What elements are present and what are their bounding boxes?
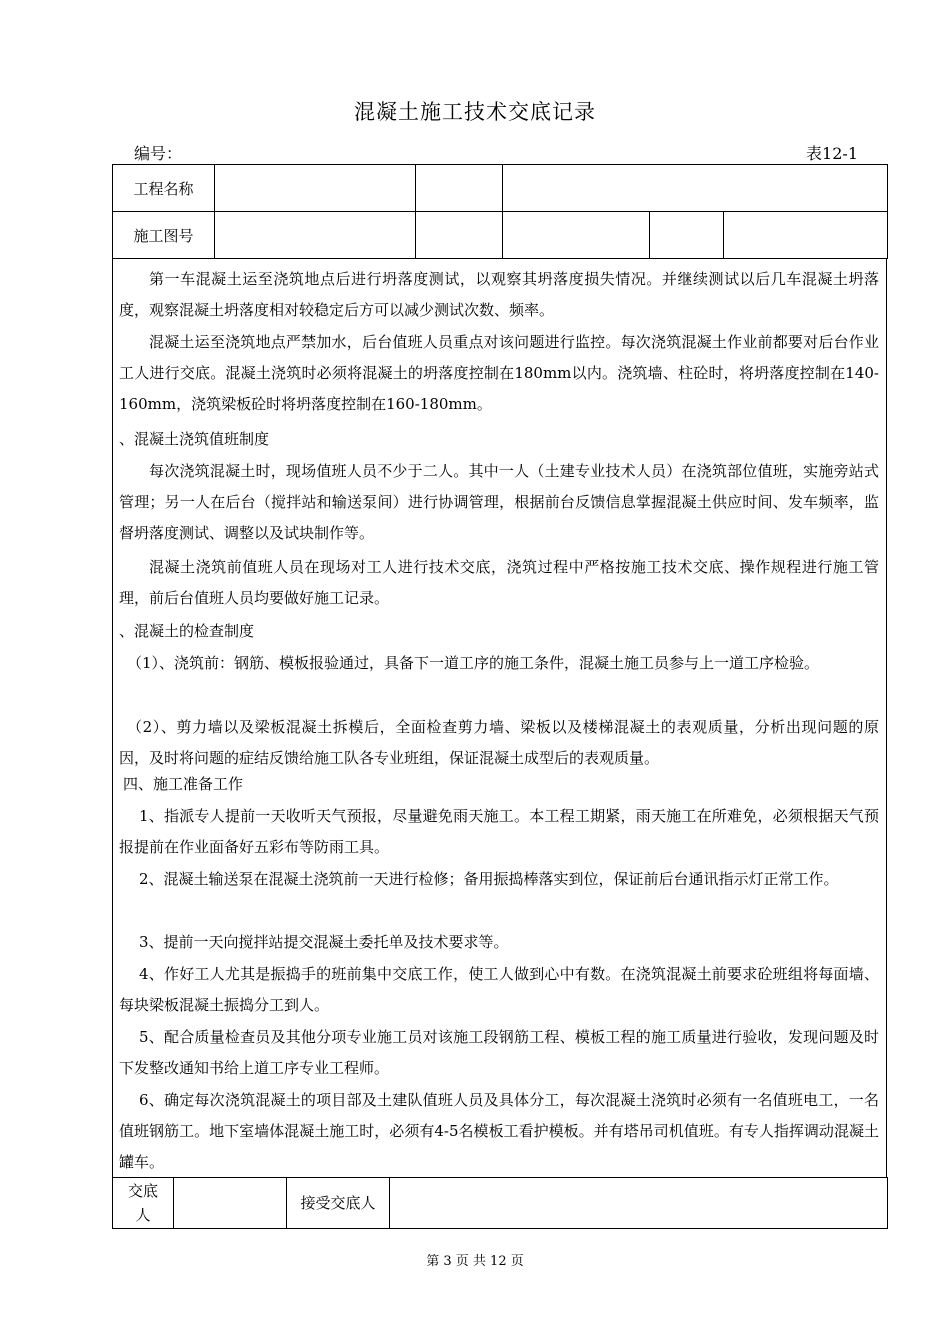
content-box: [112, 259, 887, 1178]
handover-person-label: [113, 1178, 174, 1229]
header-table: [112, 164, 888, 259]
drawing-number-extra-3[interactable]: [650, 212, 724, 259]
project-name-row: [113, 165, 888, 212]
drawing-number-row: [113, 212, 888, 259]
paragraph: 6、确定每次浇筑混凝土的项目部及土建队值班人员及具体分工，每次混凝土浇筑时必须有一名值班电工，一名值班钢筋工。地下室墙体混凝土施工时，必须有4-5名模板工看护模板。并有塔吊司机值班。有专人指挥调动混凝土罐车。: [119, 1091, 879, 1171]
paragraph: 2、混凝土输送泵在混凝土浇筑前一天进行检修；备用振捣棒落实到位，保证前后台通讯指示灯正常工作。: [139, 870, 839, 888]
paragraph: （2）、剪力墙以及梁板混凝土拆模后，全面检查剪力墙、梁板以及楼梯混凝土的表观质量，分析出现问题的原因，及时将问题的症结反馈给施工队各专业班组，保证混凝土成型后的表观质量。: [119, 718, 879, 767]
signature-table: [112, 1177, 888, 1229]
drawing-number-extra[interactable]: [416, 212, 503, 259]
drawing-number-extra-2[interactable]: [503, 212, 650, 259]
paragraph: （1）、浇筑前：钢筋、模板报验通过，具备下一道工序的施工条件，混凝土施工员参与上一道工序检验。: [127, 654, 820, 672]
paragraph: 混凝土浇筑前值班人员在现场对工人进行技术交底，浇筑过程中严格按施工技术交底、操作规程进行施工管理，前后台值班人员均要做好施工记录。: [119, 558, 879, 607]
drawing-number-extra-4[interactable]: [724, 212, 888, 259]
handover-person-value[interactable]: [174, 1178, 287, 1229]
section-heading: 、混凝土浇筑值班制度: [119, 430, 270, 448]
serial-number-label: 编号：: [134, 144, 183, 163]
project-name-extra[interactable]: [416, 165, 503, 212]
project-name-label: 工程名称: [113, 165, 215, 212]
drawing-number-label: 施工图号: [113, 212, 215, 259]
drawing-number-value[interactable]: [215, 212, 416, 259]
paragraph: 1、指派专人提前一天收听天气预报，尽量避免雨天施工。本工程工期紧，雨天施工在所难免，必须根据天气预报提前在作业面备好五彩布等防雨工具。: [119, 807, 879, 856]
receiver-label: 接受交底人: [287, 1178, 390, 1229]
page-number: 第 3 页 共 12 页: [426, 1254, 524, 1269]
section-heading: 四、施工准备工作: [123, 775, 244, 793]
paragraph: 每次浇筑混凝土时，现场值班人员不少于二人。其中一人（土建专业技术人员）在浇筑部位值班，实施旁站式管理；另一人在后台（搅拌站和输送泵间）进行协调管理，根据前台反馈信息掌握混凝土供应时间、发车频率，监督坍落度测试、调整以及试块制作等。: [119, 462, 879, 542]
paragraph: 第一车混凝土运至浇筑地点后进行坍落度测试，以观察其坍落度损失情况。并继续测试以后几车混凝土坍落度，观察混凝土坍落度相对较稳定后方可以减少测试次数、频率。: [119, 270, 879, 319]
paragraph: 4、作好工人尤其是振捣手的班前集中交底工作，使工人做到心中有数。在浇筑混凝土前要求砼班组将每面墙、每块梁板混凝土振捣分工到人。: [119, 965, 879, 1014]
project-name-extra-2[interactable]: [503, 165, 888, 212]
document-title: 混凝土施工技术交底记录: [354, 100, 596, 124]
handover-person-text: 交底人: [127, 1182, 158, 1224]
section-heading: 、混凝土的检查制度: [119, 622, 255, 640]
paragraph: 5、配合质量检查员及其他分项专业施工员对该施工段钢筋工程、模板工程的施工质量进行验收，发现问题及时下发整改通知书给上道工序专业工程师。: [119, 1028, 879, 1077]
project-name-value[interactable]: [215, 165, 416, 212]
table-number: 表12-1: [806, 144, 858, 163]
paragraph: 混凝土运至浇筑地点严禁加水，后台值班人员重点对该问题进行监控。每次浇筑混凝土作业前都要对后台作业工人进行交底。混凝土浇筑时必须将混凝土的坍落度控制在180mm以内。浇筑墙、柱砼时，将坍落度控制在140-160mm，浇筑梁板砼时将坍落度控制在160-180mm。: [119, 333, 879, 413]
paragraph: 3、提前一天向搅拌站提交混凝土委托单及技术要求等。: [139, 933, 509, 951]
receiver-value[interactable]: [390, 1178, 888, 1229]
